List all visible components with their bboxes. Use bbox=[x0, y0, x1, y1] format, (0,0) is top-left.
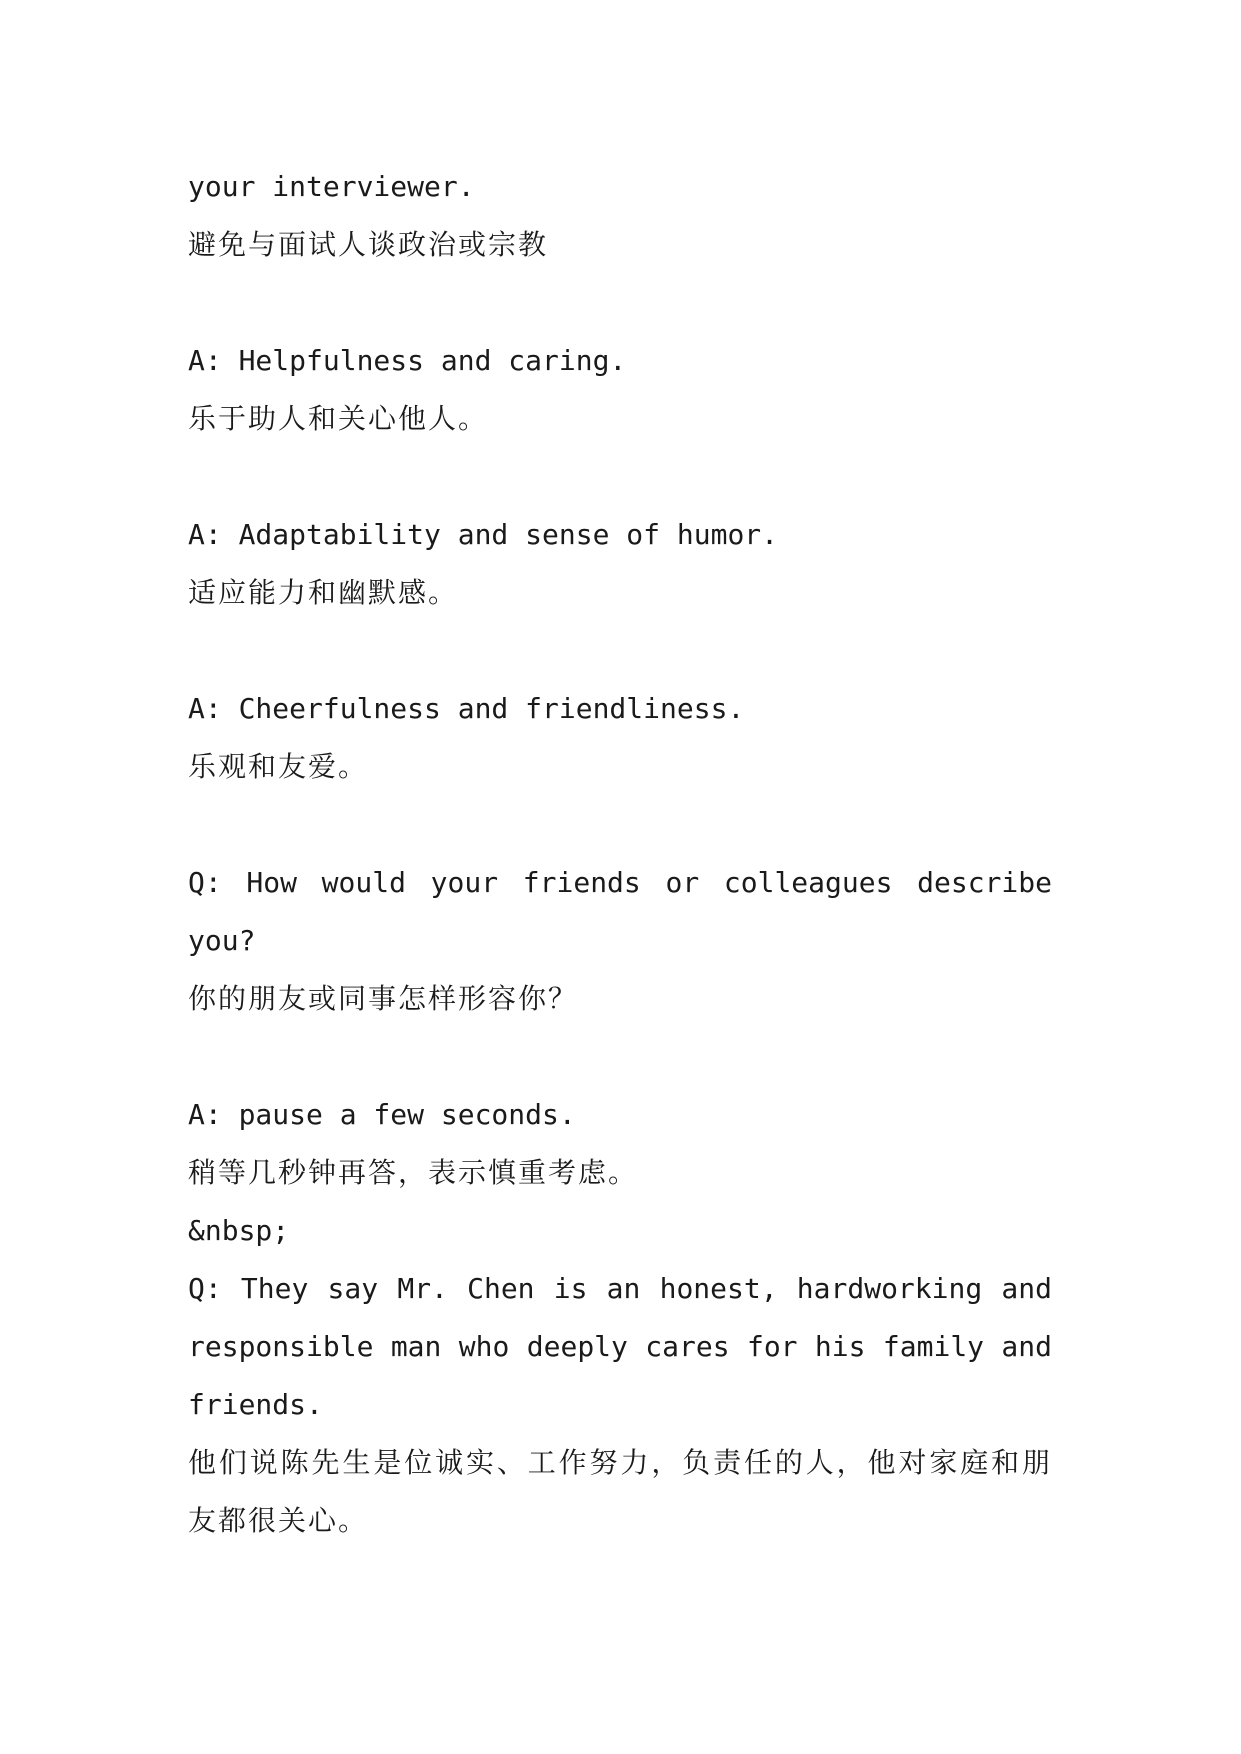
answer-helpfulness: A: Helpfulness and caring. bbox=[188, 344, 627, 377]
answer-pause: A: pause a few seconds. bbox=[188, 1098, 576, 1131]
paragraph-gap bbox=[188, 1028, 1052, 1086]
text-line-interviewer: your interviewer. bbox=[188, 170, 475, 203]
answer-adaptability-zh: 适应能力和幽默感。 bbox=[188, 576, 459, 609]
answer-pause-zh: 稍等几秒钟再答，表示慎重考虑。 bbox=[188, 1156, 639, 1189]
question-mr-chen: Q: They say Mr. Chen is an honest, hardworking and responsible man who deeply cares for his family and friends. bbox=[188, 1272, 1069, 1421]
paragraph-gap bbox=[188, 274, 1052, 332]
answer-cheerfulness: A: Cheerfulness and friendliness. bbox=[188, 692, 745, 725]
answer-cheerfulness-zh: 乐观和友爱。 bbox=[188, 750, 369, 783]
document-page bbox=[188, 158, 1069, 1550]
text-line-avoid-politics: 避免与面试人谈政治或宗教 bbox=[188, 228, 549, 261]
paragraph-gap bbox=[188, 796, 1052, 854]
question-friends-describe-zh: 你的朋友或同事怎样形容你？ bbox=[188, 982, 579, 1015]
paragraph-gap bbox=[188, 622, 1052, 680]
question-friends-describe: Q: How would your friends or colleagues describe you? bbox=[188, 866, 1069, 957]
literal-nbsp-text: &nbsp; bbox=[188, 1214, 290, 1247]
paragraph-gap bbox=[188, 448, 1052, 506]
answer-helpfulness-zh: 乐于助人和关心他人。 bbox=[188, 402, 489, 435]
answer-adaptability: A: Adaptability and sense of humor. bbox=[188, 518, 779, 551]
question-mr-chen-zh: 他们说陈先生是位诚实、工作努力，负责任的人，他对家庭和朋友都很关心。 bbox=[188, 1446, 1052, 1537]
